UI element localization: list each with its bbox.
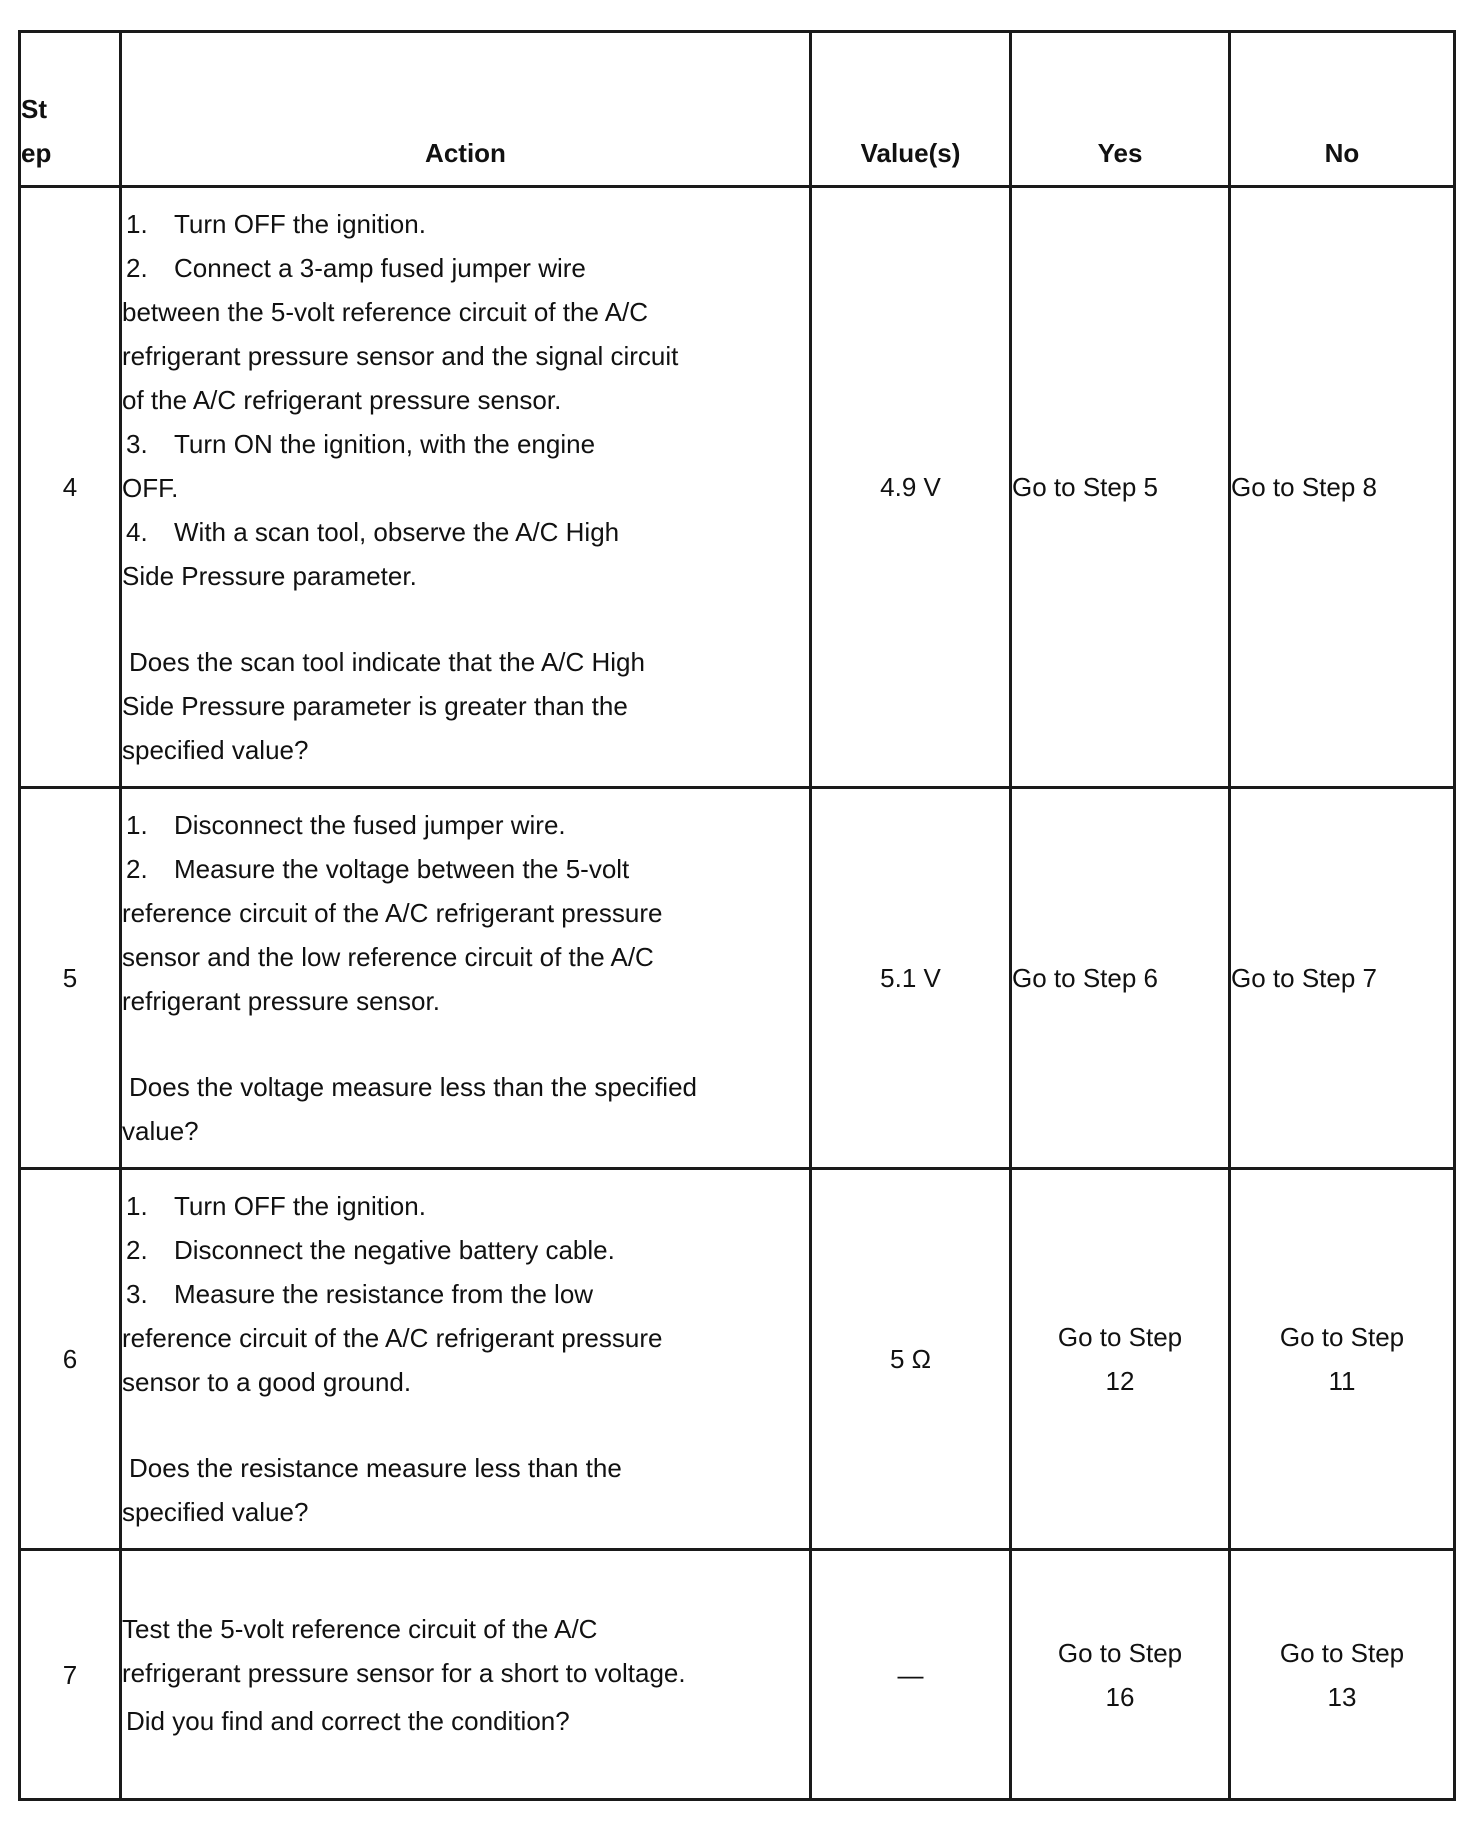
action-line: refrigerant pressure sensor for a short to voltage. [122, 1657, 686, 1688]
question-line: value? [122, 1116, 199, 1146]
action-line: 2. Disconnect the negative battery cable. [126, 1235, 615, 1265]
step-number: 6 [20, 1169, 121, 1550]
step-row-6 [20, 1169, 1455, 1550]
step-number: 7 [20, 1550, 121, 1800]
action-line: refrigerant pressure sensor. [122, 986, 440, 1016]
question-line: Side Pressure parameter is greater than the [122, 691, 628, 721]
step-action [121, 1169, 811, 1550]
step-row-4 [20, 187, 1455, 788]
action-line: of the A/C refrigerant pressure sensor. [122, 385, 562, 415]
no-result: Go to Step 8 [1230, 187, 1455, 788]
yes-result: Go to Step 5 [1011, 187, 1230, 788]
action-line: 1. Turn OFF the ignition. [126, 1191, 426, 1221]
question-line: Does the resistance measure less than the [129, 1453, 622, 1483]
step-value: 4.9 V [811, 187, 1011, 788]
step-row-5 [20, 788, 1455, 1169]
action-line: reference circuit of the A/C refrigerant pressure [122, 898, 663, 928]
action-line: Side Pressure parameter. [122, 561, 417, 591]
action-line: between the 5-volt reference circuit of the A/C [122, 297, 649, 327]
action-line: 1. Disconnect the fused jumper wire. [126, 810, 566, 840]
action-line: 3. Measure the resistance from the low [126, 1279, 594, 1309]
step-action [121, 1550, 811, 1800]
step-number: 5 [20, 788, 121, 1169]
header-values: Value(s) [811, 32, 1011, 187]
step-action [121, 788, 811, 1169]
question-line: specified value? [122, 735, 309, 765]
question-line: specified value? [122, 1497, 309, 1527]
header-yes: Yes [1011, 32, 1230, 187]
yes-result: Go to Step 16 [1011, 1550, 1230, 1800]
question-line: Does the voltage measure less than the specified [129, 1072, 698, 1102]
step-value: — [811, 1550, 1011, 1800]
step-value: 5 Ω [811, 1169, 1011, 1550]
no-result: Go to Step 13 [1230, 1550, 1455, 1800]
step-number: 4 [20, 187, 121, 788]
action-line: 1. Turn OFF the ignition. [126, 209, 426, 239]
action-line: refrigerant pressure sensor and the signal circuit [122, 341, 679, 371]
header-action: Action [121, 32, 811, 187]
action-line: 2. Connect a 3-amp fused jumper wire [126, 253, 586, 283]
action-line: 3. Turn ON the ignition, with the engine [126, 429, 596, 459]
step-value: 5.1 V [811, 788, 1011, 1169]
action-line: Test the 5-volt reference circuit of the A/C [122, 1613, 598, 1644]
action-line: sensor and the low reference circuit of the A/C [122, 942, 654, 972]
question-line: Does the scan tool indicate that the A/C High [129, 647, 645, 677]
header-no: No [1230, 32, 1455, 187]
action-line: 4. With a scan tool, observe the A/C High [126, 517, 620, 547]
header-row [20, 32, 1455, 187]
yes-result: Go to Step 12 [1011, 1169, 1230, 1550]
action-line: sensor to a good ground. [122, 1367, 412, 1397]
no-result: Go to Step 7 [1230, 788, 1455, 1169]
step-action [121, 187, 811, 788]
action-line: reference circuit of the A/C refrigerant pressure [122, 1323, 663, 1353]
step-row-7 [20, 1550, 1455, 1800]
diagnostic-table [18, 30, 1456, 1801]
yes-result: Go to Step 6 [1011, 788, 1230, 1169]
header-step: St ep [20, 32, 121, 187]
action-line: OFF. [122, 473, 179, 503]
question-line: Did you find and correct the condition? [126, 1705, 570, 1736]
no-result: Go to Step 11 [1230, 1169, 1455, 1550]
action-line: 2. Measure the voltage between the 5-volt [126, 854, 630, 884]
